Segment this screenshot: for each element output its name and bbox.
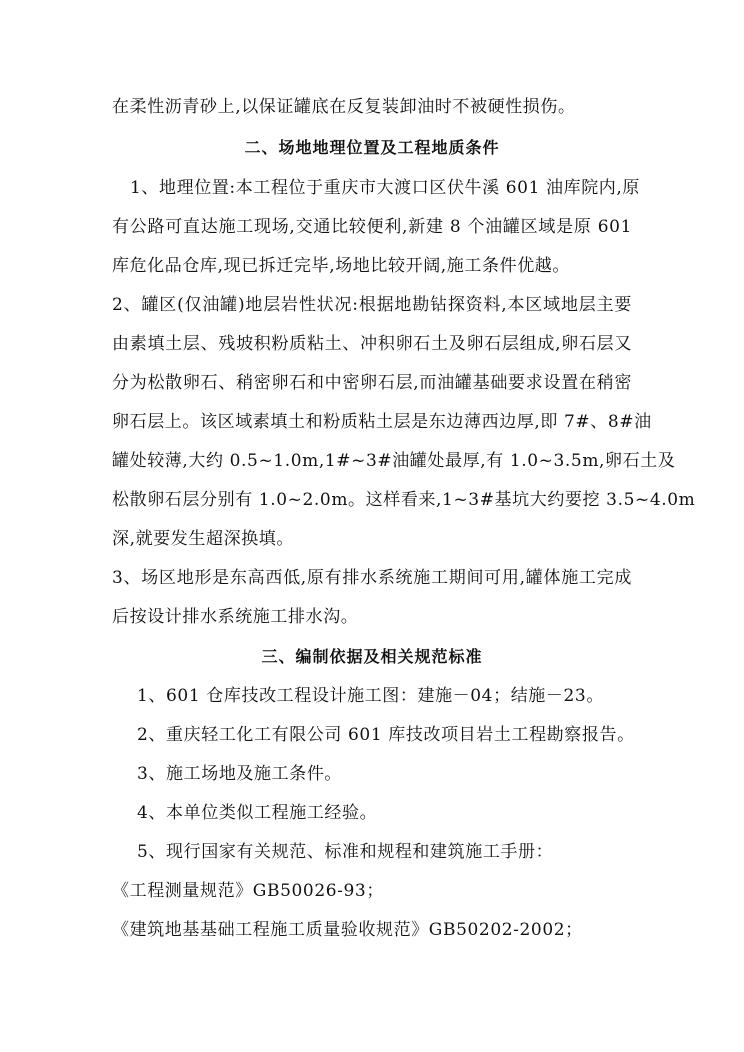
section-2-heading: 二、场地地理位置及工程地质条件 [244, 138, 500, 157]
list-item: 5、现行国家有关规范、标准和规程和建筑施工手册： [137, 842, 554, 862]
list-item: 3、施工场地及施工条件。 [137, 764, 343, 784]
standard-reference: 《建筑地基基础工程施工质量验收规范》GB50202-2002； [112, 920, 583, 940]
paragraph-line: 2、罐区(仅油罐)地层岩性状况:根据地勘钻探资料,本区域地层主要 [112, 295, 632, 315]
paragraph-line: 1、地理位置:本工程位于重庆市大渡口区伏牛溪 601 油库院内,原 [130, 178, 641, 198]
standard-reference: 《工程测量规范》GB50026-93； [112, 881, 384, 901]
paragraph-line: 后按设计排水系统施工排水沟。 [112, 607, 359, 627]
list-item: 2、重庆轻工化工有限公司 601 库技改项目岩土工程勘察报告。 [137, 725, 635, 745]
paragraph-line: 3、场区地形是东高西低,原有排水系统施工期间可用,罐体施工完成 [112, 568, 632, 588]
paragraph-line: 由素填土层、残坡积粉质粘土、冲积卵石土及卵石层组成,卵石层又 [112, 334, 632, 354]
paragraph-line: 深,就要发生超深换填。 [112, 529, 295, 549]
section-3-heading: 三、编制依据及相关规范标准 [261, 647, 483, 666]
carry-over-line: 在柔性沥青砂上,以保证罐底在反复装卸油时不被硬性损伤。 [112, 97, 576, 117]
paragraph-line: 分为松散卵石、稍密卵石和中密卵石层,而油罐基础要求设置在稍密 [112, 373, 632, 393]
paragraph-line: 库危化品仓库,现已拆迁完毕,场地比较开阔,施工条件优越。 [112, 256, 571, 276]
paragraph-line: 有公路可直达施工现场,交通比较便利,新建 8 个油罐区域是原 601 [112, 217, 632, 237]
list-item: 1、601 仓库技改工程设计施工图：建施－04；结施－23。 [137, 686, 604, 706]
paragraph-line: 松散卵石层分别有 1.0~2.0m。这样看来,1~3#基坑大约要挖 3.5~4.0m [112, 490, 696, 510]
paragraph-line: 罐处较薄,大约 0.5~1.0m,1#~3#油罐处最厚,有 1.0~3.5m,卵石土及 [112, 451, 676, 471]
paragraph-line: 卵石层上。该区域素填土和粉质粘土层是东边薄西边厚,即 7#、8#油 [112, 412, 652, 432]
list-item: 4、本单位类似工程施工经验。 [137, 803, 378, 823]
